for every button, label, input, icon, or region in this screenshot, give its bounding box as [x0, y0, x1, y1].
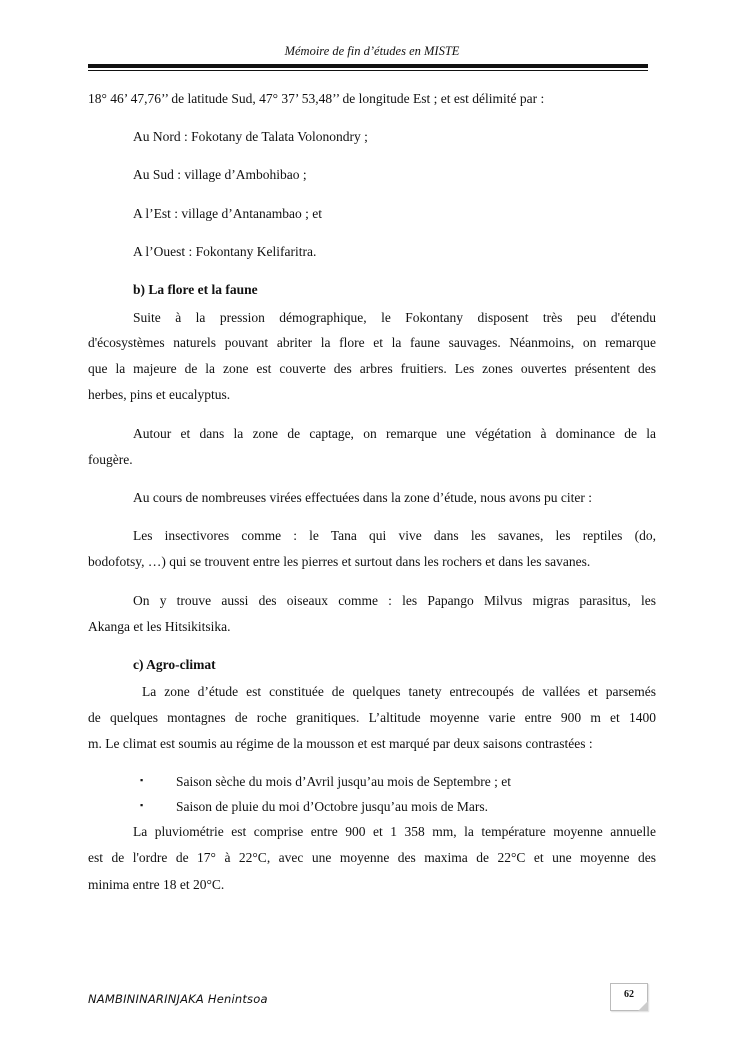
page-curl-icon — [638, 1001, 648, 1011]
page-number: 62 — [624, 989, 634, 1000]
running-header: Mémoire de fin d’études en MISTE — [284, 44, 460, 58]
paragraph-line: La pluviométrie est comprise entre 900 et 1 358 mm, la température moyenne annuelle — [133, 824, 656, 839]
paragraph-line: minima entre 18 et 20°C. — [88, 877, 225, 892]
paragraph-line: La zone d’étude est constituée de quelques tanety entrecoupés de vallées et parsemés — [142, 684, 656, 699]
paragraph-line: de quelques montagnes de roche granitiques. L’altitude moyenne varie entre 900 m et 1400 — [88, 710, 656, 725]
paragraph-line: herbes, pins et eucalyptus. — [88, 387, 231, 402]
paragraph-line: est de l'ordre de 17° à 22°C, avec une moyenne des maxima de 22°C et une moyenne des — [88, 850, 656, 865]
boundary-north: Au Nord : Fokotany de Talata Volonondry ; — [133, 129, 368, 144]
paragraph-line: Les insectivores comme : le Tana qui vive dans les savanes, les reptiles (do, — [133, 528, 656, 543]
page-number-box — [610, 983, 648, 1011]
bullet-icon: ▪ — [140, 800, 144, 810]
boundary-east: A l’Est : village d’Antanambao ; et — [133, 206, 322, 221]
section-heading-c: c) Agro-climat — [133, 657, 216, 672]
paragraph-line: Suite à la pression démographique, le Fokontany disposent très peu d'étendu — [133, 310, 656, 325]
paragraph-line: bodofotsy, …) qui se trouvent entre les pierres et surtout dans les rochers et dans les savanes. — [88, 554, 591, 569]
header-rule — [88, 64, 648, 68]
paragraph-line: Autour et dans la zone de captage, on remarque une végétation à dominance de la — [133, 426, 656, 441]
paragraph-line: m. Le climat est soumis au régime de la mousson et est marqué par deux saisons contrastées : — [88, 736, 593, 751]
boundary-south: Au Sud : village d’Ambohibao ; — [133, 167, 307, 182]
paragraph-line: On y trouve aussi des oiseaux comme : les Papango Milvus migras parasitus, les — [133, 593, 656, 608]
paragraph-line: Au cours de nombreuses virées effectuées dans la zone d’étude, nous avons pu citer : — [133, 490, 592, 505]
header-rule-thin — [88, 70, 648, 71]
paragraph-line: d'écosystèmes naturels pouvant abriter la flore et la faune sauvages. Néanmoins, on remarque — [88, 335, 656, 350]
section-heading-b: b) La flore et la faune — [133, 282, 258, 297]
bullet-icon: ▪ — [140, 775, 144, 785]
paragraph-line: que la majeure de la zone est couverte des arbres fruitiers. Les zones ouvertes présentent des — [88, 361, 656, 376]
list-item: Saison de pluie du moi d’Octobre jusqu’au mois de Mars. — [176, 799, 488, 814]
footer-author: NAMBININARINJAKA Henintsoa — [88, 992, 268, 1006]
paragraph-line: fougère. — [88, 452, 133, 467]
paragraph-line: 18° 46’ 47,76’’ de latitude Sud, 47° 37’ 53,48’’ de longitude Est ; et est délimité par : — [88, 91, 545, 106]
boundary-west: A l’Ouest : Fokontany Kelifaritra. — [133, 244, 317, 259]
list-item: Saison sèche du mois d’Avril jusqu’au mois de Septembre ; et — [176, 774, 511, 789]
paragraph-line: Akanga et les Hitsikitsika. — [88, 619, 231, 634]
